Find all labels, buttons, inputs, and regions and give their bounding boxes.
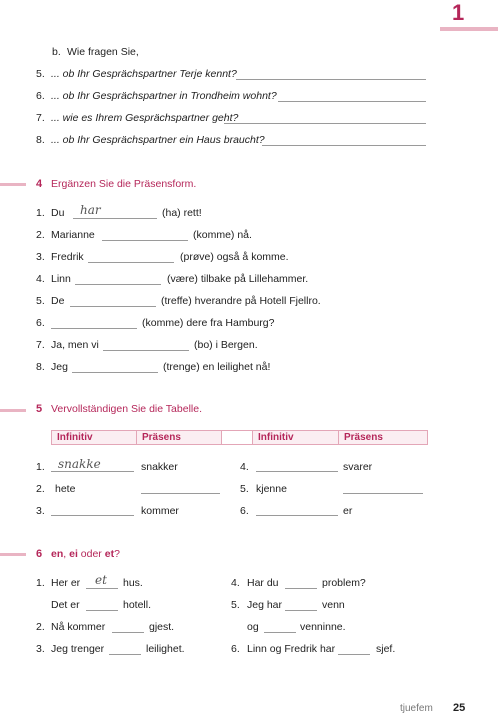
intro-item-num: 5. — [36, 68, 45, 80]
section-bar — [0, 409, 26, 412]
table-header-cell: Infinitiv — [252, 430, 339, 445]
item-after: (komme) dere fra Hamburg? — [142, 317, 275, 329]
item-after: venn — [322, 599, 345, 611]
intro-item-text: ... ob Ihr Gesprächspartner Terje kennt? — [51, 68, 237, 80]
cell-text: er — [343, 505, 353, 517]
item-num: 2. — [36, 229, 45, 241]
item-num: 3. — [36, 643, 45, 655]
answer-line[interactable] — [72, 372, 158, 373]
item-before: Fredrik — [51, 251, 84, 263]
item-after: (treffe) hverandre på Hotell Fjellro. — [161, 295, 321, 307]
section-number: 5 — [36, 403, 43, 415]
intro-item-text: ... ob Ihr Gesprächspartner in Trondheim wohnt? — [51, 90, 277, 102]
cell-text: kjenne — [256, 483, 287, 495]
answer-line[interactable] — [236, 79, 426, 80]
answer-line[interactable] — [141, 493, 220, 494]
item-after: (være) tilbake på Lillehammer. — [167, 273, 309, 285]
item-before: Ja, men vi — [51, 339, 99, 351]
answer-line[interactable] — [109, 654, 141, 655]
item-before: Har du — [247, 577, 279, 589]
intro-item-text: Wie fragen Sie, — [67, 46, 139, 58]
item-before: Marianne — [51, 229, 95, 241]
answer-line[interactable] — [75, 284, 161, 285]
row-num: 1. — [36, 461, 45, 473]
intro-item-text: ... ob Ihr Gesprächspartner ein Haus braucht? — [51, 134, 265, 146]
item-after: problem? — [322, 577, 366, 589]
item-num: 6. — [36, 317, 45, 329]
item-before: Jeg trenger — [51, 643, 105, 655]
answer-line[interactable] — [262, 145, 426, 146]
item-num: 4. — [231, 577, 240, 589]
section-number: 4 — [36, 178, 43, 190]
section-title: Vervollständigen Sie die Tabelle. — [51, 403, 202, 415]
item-after: leilighet. — [146, 643, 185, 655]
answer-line[interactable] — [278, 101, 426, 102]
item-after: gjest. — [149, 621, 175, 633]
answer-line[interactable] — [102, 240, 188, 241]
item-num: 5. — [36, 295, 45, 307]
item-num: 6. — [231, 643, 240, 655]
table-header-gap — [221, 430, 253, 445]
row-num: 6. — [240, 505, 249, 517]
row-num: 2. — [36, 483, 45, 495]
item-before: og — [247, 621, 259, 633]
answer-line[interactable] — [112, 632, 144, 633]
item-num: 1. — [36, 207, 45, 219]
intro-item-num: b. — [52, 46, 61, 58]
item-before: De — [51, 295, 65, 307]
title-sep: oder — [77, 548, 105, 560]
answer-line[interactable] — [86, 588, 118, 589]
section-number: 6 — [36, 548, 43, 560]
item-after: (trenge) en leilighet nå! — [163, 361, 271, 373]
answer-line[interactable] — [285, 610, 317, 611]
item-after: (komme) nå. — [193, 229, 252, 241]
row-num: 4. — [240, 461, 249, 473]
item-num: 5. — [231, 599, 240, 611]
answer-line[interactable] — [51, 328, 137, 329]
item-num: 2. — [36, 621, 45, 633]
item-before: Jeg har — [247, 599, 283, 611]
item-after: (bo) i Bergen. — [194, 339, 258, 351]
title-word-en: en — [51, 548, 64, 560]
item-after: hotell. — [123, 599, 152, 611]
row-num: 3. — [36, 505, 45, 517]
table-header-cell: Infinitiv — [51, 430, 137, 445]
intro-item-num: 8. — [36, 134, 45, 146]
item-num: 7. — [36, 339, 45, 351]
page-number: 25 — [453, 702, 466, 714]
item-num: 8. — [36, 361, 45, 373]
item-before: Linn — [51, 273, 71, 285]
answer-line[interactable] — [70, 306, 156, 307]
item-num: 1. — [36, 577, 45, 589]
section-bar — [0, 553, 26, 556]
item-after: (ha) rett! — [162, 207, 202, 219]
cell-text: snakker — [141, 461, 178, 473]
answer-line[interactable] — [224, 123, 426, 124]
item-after: sjef. — [376, 643, 396, 655]
chapter-number: 1 — [452, 0, 465, 25]
handwritten-answer: snakke — [58, 457, 101, 471]
item-before: Linn og Fredrik har — [247, 643, 336, 655]
intro-item-text: ... wie es Ihrem Gesprächspartner geht? — [51, 112, 239, 124]
item-after: venninne. — [300, 621, 346, 633]
title-word-ei: ei — [69, 548, 78, 560]
cell-text: hete — [55, 483, 76, 495]
answer-line[interactable] — [256, 515, 338, 516]
item-before: Du — [51, 207, 65, 219]
answer-line[interactable] — [88, 262, 174, 263]
answer-line[interactable] — [285, 588, 317, 589]
item-before: Nå kommer — [51, 621, 106, 633]
section-title: Ergänzen Sie die Präsensform. — [51, 178, 197, 190]
answer-line[interactable] — [51, 515, 134, 516]
title-sep: ? — [114, 548, 120, 560]
answer-line[interactable] — [73, 218, 157, 219]
table-header-cell: Präsens — [338, 430, 428, 445]
answer-line[interactable] — [338, 654, 370, 655]
handwritten-answer: et — [95, 573, 107, 587]
page-number-word: tjuefem — [400, 703, 433, 714]
handwritten-answer: har — [80, 203, 101, 217]
table-header-cell: Präsens — [136, 430, 222, 445]
intro-item-num: 7. — [36, 112, 45, 124]
row-num: 5. — [240, 483, 249, 495]
item-num: 3. — [36, 251, 45, 263]
item-num: 4. — [36, 273, 45, 285]
item-before: Det er — [51, 599, 80, 611]
item-after: hus. — [123, 577, 143, 589]
answer-line[interactable] — [264, 632, 296, 633]
answer-line[interactable] — [51, 471, 134, 472]
answer-line[interactable] — [256, 471, 338, 472]
intro-item-num: 6. — [36, 90, 45, 102]
answer-line[interactable] — [343, 493, 423, 494]
section-title — [51, 548, 120, 560]
cell-text: svarer — [343, 461, 373, 473]
item-after: (prøve) også å komme. — [180, 251, 289, 263]
cell-text: kommer — [141, 505, 179, 517]
item-before: Her er — [51, 577, 81, 589]
item-before: Jeg — [51, 361, 68, 373]
chapter-tab-bar — [440, 27, 498, 31]
chapter-tab — [440, 0, 498, 30]
title-sep: , — [63, 548, 70, 560]
section-bar — [0, 183, 26, 186]
answer-line[interactable] — [103, 350, 189, 351]
answer-line[interactable] — [86, 610, 118, 611]
title-word-et: et — [104, 548, 115, 560]
